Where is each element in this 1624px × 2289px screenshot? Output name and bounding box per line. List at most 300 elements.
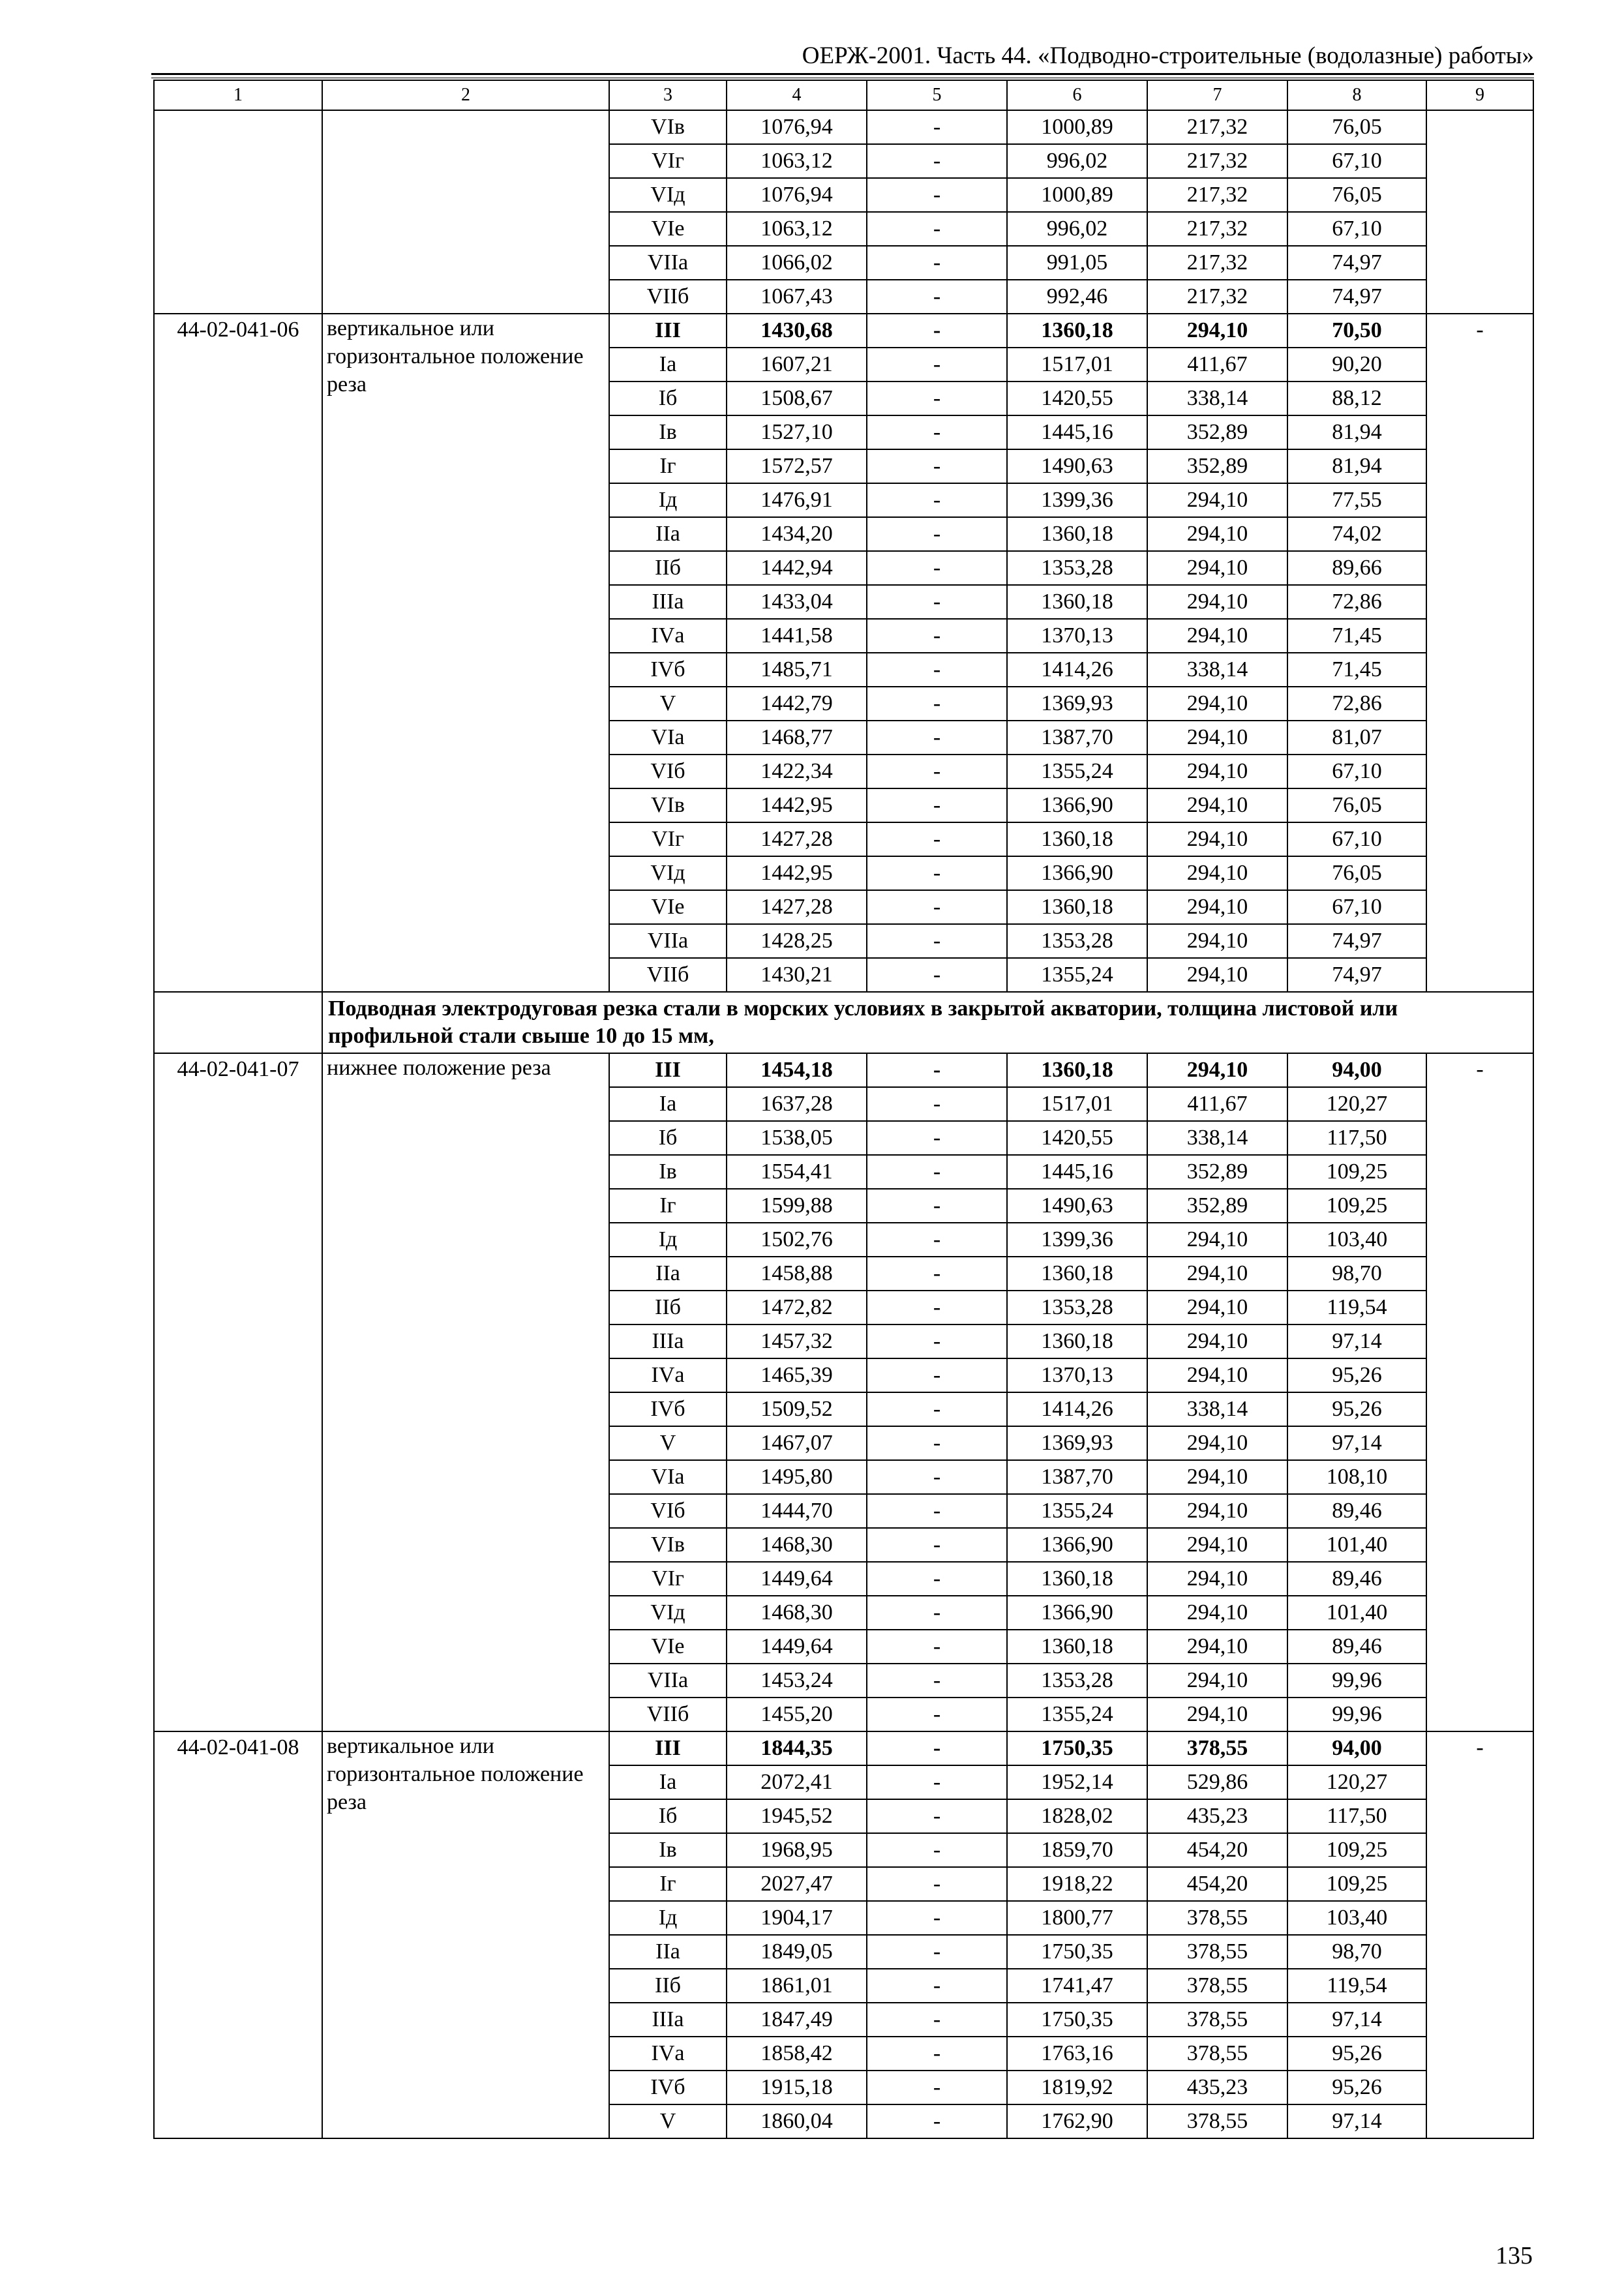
zone-code: VIв — [609, 110, 727, 144]
zone-code: VIIб — [609, 280, 727, 314]
machine-cost: 1355,24 — [1007, 1698, 1147, 1731]
zone-code: VIд — [609, 856, 727, 890]
zone-code: Iб — [609, 1799, 727, 1833]
wages: - — [867, 856, 1007, 890]
machinist-wages: 411,67 — [1147, 1087, 1287, 1121]
machinist-wages: 378,55 — [1147, 2037, 1287, 2071]
machinist-wages: 217,32 — [1147, 110, 1287, 144]
total-cost: 1472,82 — [727, 1291, 867, 1324]
zone-code: Iг — [609, 449, 727, 483]
machine-cost: 1750,35 — [1007, 1935, 1147, 1969]
wages: - — [867, 2104, 1007, 2138]
machinist-wages: 294,10 — [1147, 721, 1287, 755]
total-cost: 1066,02 — [727, 246, 867, 280]
total-cost: 2072,41 — [727, 1765, 867, 1799]
materials-cost: 95,26 — [1287, 2071, 1426, 2104]
machine-cost: 1370,13 — [1007, 1358, 1147, 1392]
zone-code: VIIа — [609, 924, 727, 958]
machine-cost: 1399,36 — [1007, 1223, 1147, 1257]
page-header: ОЕРЖ-2001. Часть 44. «Подводно-строительные (водолазные) работы» — [802, 42, 1534, 69]
machinist-wages: 217,32 — [1147, 280, 1287, 314]
total-cost: 1538,05 — [727, 1121, 867, 1155]
section-spacer-cell — [154, 992, 322, 1053]
materials-cost: 74,97 — [1287, 280, 1426, 314]
wages: - — [867, 1087, 1007, 1121]
wages: - — [867, 788, 1007, 822]
total-cost: 1572,57 — [727, 449, 867, 483]
machine-cost: 1360,18 — [1007, 314, 1147, 348]
wages: - — [867, 551, 1007, 585]
machine-cost: 1387,70 — [1007, 1460, 1147, 1494]
wages: - — [867, 1664, 1007, 1698]
materials-cost: 89,46 — [1287, 1494, 1426, 1528]
total-cost: 1449,64 — [727, 1562, 867, 1596]
machine-cost: 1360,18 — [1007, 1257, 1147, 1291]
column-number: 1 — [154, 80, 322, 110]
total-cost: 1468,30 — [727, 1528, 867, 1562]
materials-cost: 119,54 — [1287, 1291, 1426, 1324]
machinist-wages: 217,32 — [1147, 246, 1287, 280]
machine-cost: 991,05 — [1007, 246, 1147, 280]
wages: - — [867, 585, 1007, 619]
materials-cost: 101,40 — [1287, 1528, 1426, 1562]
work-description: вертикальное или горизонтальное положение реза — [322, 314, 609, 992]
zone-code: Iа — [609, 1087, 727, 1121]
wages: - — [867, 1528, 1007, 1562]
column-number-row — [154, 80, 1533, 110]
labor-cost: - — [1426, 314, 1533, 992]
machine-cost: 1355,24 — [1007, 958, 1147, 992]
machine-cost: 1517,01 — [1007, 348, 1147, 382]
zone-code: Iв — [609, 1833, 727, 1867]
total-cost: 1554,41 — [727, 1155, 867, 1189]
machinist-wages: 217,32 — [1147, 178, 1287, 212]
total-cost: 1467,07 — [727, 1426, 867, 1460]
section-heading: Подводная электродуговая резка стали в морских условиях в закрытой акватории, толщина листовой или профильной стали свыше 10 до 15 мм, — [322, 992, 1533, 1053]
wages: - — [867, 1833, 1007, 1867]
total-cost: 1468,77 — [727, 721, 867, 755]
total-cost: 1904,17 — [727, 1901, 867, 1935]
materials-cost: 98,70 — [1287, 1257, 1426, 1291]
machinist-wages: 378,55 — [1147, 1969, 1287, 2003]
zone-code: VIе — [609, 890, 727, 924]
wages: - — [867, 517, 1007, 551]
machinist-wages: 294,10 — [1147, 1053, 1287, 1087]
wages: - — [867, 1358, 1007, 1392]
total-cost: 1637,28 — [727, 1087, 867, 1121]
materials-cost: 99,96 — [1287, 1664, 1426, 1698]
materials-cost: 103,40 — [1287, 1223, 1426, 1257]
wages: - — [867, 1155, 1007, 1189]
wages: - — [867, 1223, 1007, 1257]
zone-code: VIе — [609, 212, 727, 246]
total-cost: 1509,52 — [727, 1392, 867, 1426]
materials-cost: 67,10 — [1287, 144, 1426, 178]
wages: - — [867, 1596, 1007, 1630]
machine-cost: 1370,13 — [1007, 619, 1147, 653]
zone-code: VIг — [609, 1562, 727, 1596]
total-cost: 1076,94 — [727, 178, 867, 212]
wages: - — [867, 1053, 1007, 1087]
zone-code: VIб — [609, 1494, 727, 1528]
machine-cost: 1490,63 — [1007, 449, 1147, 483]
total-cost: 1067,43 — [727, 280, 867, 314]
machine-cost: 1360,18 — [1007, 822, 1147, 856]
machinist-wages: 338,14 — [1147, 653, 1287, 687]
machine-cost: 1800,77 — [1007, 1901, 1147, 1935]
machine-cost: 1369,93 — [1007, 1426, 1147, 1460]
total-cost: 1442,95 — [727, 788, 867, 822]
materials-cost: 74,97 — [1287, 958, 1426, 992]
machinist-wages: 294,10 — [1147, 1562, 1287, 1596]
wages: - — [867, 1460, 1007, 1494]
machinist-wages: 454,20 — [1147, 1867, 1287, 1901]
materials-cost: 81,94 — [1287, 415, 1426, 449]
total-cost: 1847,49 — [727, 2003, 867, 2037]
zone-code: V — [609, 687, 727, 721]
machinist-wages: 294,10 — [1147, 1664, 1287, 1698]
zone-code: Iд — [609, 1223, 727, 1257]
machinist-wages: 352,89 — [1147, 1155, 1287, 1189]
total-cost: 1599,88 — [727, 1189, 867, 1223]
rate-code: 44-02-041-08 — [154, 1731, 322, 2138]
machinist-wages: 294,10 — [1147, 788, 1287, 822]
materials-cost: 101,40 — [1287, 1596, 1426, 1630]
zone-code: Iд — [609, 1901, 727, 1935]
materials-cost: 72,86 — [1287, 585, 1426, 619]
machine-cost: 1918,22 — [1007, 1867, 1147, 1901]
zone-code: III — [609, 1053, 727, 1087]
zone-code: VIд — [609, 178, 727, 212]
total-cost: 1968,95 — [727, 1833, 867, 1867]
zone-code: V — [609, 1426, 727, 1460]
total-cost: 1860,04 — [727, 2104, 867, 2138]
machinist-wages: 378,55 — [1147, 1901, 1287, 1935]
column-number: 5 — [867, 80, 1007, 110]
wages: - — [867, 958, 1007, 992]
machine-cost: 1360,18 — [1007, 890, 1147, 924]
wages: - — [867, 1765, 1007, 1799]
wages: - — [867, 2071, 1007, 2104]
wages: - — [867, 1799, 1007, 1833]
wages: - — [867, 348, 1007, 382]
zone-code: IIб — [609, 1969, 727, 2003]
zone-code: IVб — [609, 1392, 727, 1426]
wages: - — [867, 382, 1007, 415]
machine-cost: 1445,16 — [1007, 1155, 1147, 1189]
wages: - — [867, 314, 1007, 348]
wages: - — [867, 755, 1007, 788]
zone-code: III — [609, 1731, 727, 1765]
zone-code: VIв — [609, 1528, 727, 1562]
zone-code: IIб — [609, 551, 727, 585]
zone-code: IVа — [609, 1358, 727, 1392]
table-row — [154, 110, 1533, 144]
machinist-wages: 294,10 — [1147, 822, 1287, 856]
materials-cost: 94,00 — [1287, 1731, 1426, 1765]
table-row — [154, 1053, 1533, 1087]
machinist-wages: 294,10 — [1147, 483, 1287, 517]
wages: - — [867, 1562, 1007, 1596]
total-cost: 1430,68 — [727, 314, 867, 348]
total-cost: 1430,21 — [727, 958, 867, 992]
total-cost: 1441,58 — [727, 619, 867, 653]
zone-code: VIа — [609, 721, 727, 755]
zone-code: IVб — [609, 653, 727, 687]
machine-cost: 996,02 — [1007, 144, 1147, 178]
wages: - — [867, 1935, 1007, 1969]
machinist-wages: 294,10 — [1147, 551, 1287, 585]
machine-cost: 1360,18 — [1007, 1053, 1147, 1087]
total-cost: 1915,18 — [727, 2071, 867, 2104]
total-cost: 1434,20 — [727, 517, 867, 551]
materials-cost: 109,25 — [1287, 1833, 1426, 1867]
machine-cost: 996,02 — [1007, 212, 1147, 246]
table-row — [154, 1731, 1533, 1765]
materials-cost: 89,46 — [1287, 1562, 1426, 1596]
machinist-wages: 294,10 — [1147, 1324, 1287, 1358]
machine-cost: 1353,28 — [1007, 1664, 1147, 1698]
wages: - — [867, 687, 1007, 721]
wages: - — [867, 924, 1007, 958]
total-cost: 1476,91 — [727, 483, 867, 517]
total-cost: 1527,10 — [727, 415, 867, 449]
machine-cost: 1000,89 — [1007, 178, 1147, 212]
machinist-wages: 294,10 — [1147, 1698, 1287, 1731]
machinist-wages: 294,10 — [1147, 1426, 1287, 1460]
total-cost: 1063,12 — [727, 144, 867, 178]
zone-code: IVб — [609, 2071, 727, 2104]
machine-cost: 1750,35 — [1007, 1731, 1147, 1765]
wages: - — [867, 110, 1007, 144]
materials-cost: 94,00 — [1287, 1053, 1426, 1087]
materials-cost: 76,05 — [1287, 110, 1426, 144]
machinist-wages: 294,10 — [1147, 1257, 1287, 1291]
total-cost: 1945,52 — [727, 1799, 867, 1833]
total-cost: 1454,18 — [727, 1053, 867, 1087]
total-cost: 1849,05 — [727, 1935, 867, 1969]
page-number: 135 — [1496, 2242, 1533, 2269]
machine-cost: 1387,70 — [1007, 721, 1147, 755]
total-cost: 1449,64 — [727, 1630, 867, 1664]
zone-code: Iг — [609, 1867, 727, 1901]
total-cost: 1607,21 — [727, 348, 867, 382]
zone-code: VIIб — [609, 1698, 727, 1731]
materials-cost: 97,14 — [1287, 2104, 1426, 2138]
wages: - — [867, 2037, 1007, 2071]
column-number: 7 — [1147, 80, 1287, 110]
work-description: вертикальное или горизонтальное положение реза — [322, 1731, 609, 2138]
machine-cost: 1414,26 — [1007, 1392, 1147, 1426]
machinist-wages: 352,89 — [1147, 1189, 1287, 1223]
machinist-wages: 294,10 — [1147, 314, 1287, 348]
machine-cost: 1366,90 — [1007, 856, 1147, 890]
materials-cost: 109,25 — [1287, 1155, 1426, 1189]
machinist-wages: 294,10 — [1147, 1291, 1287, 1324]
machine-cost: 1353,28 — [1007, 1291, 1147, 1324]
wages: - — [867, 1969, 1007, 2003]
machinist-wages: 294,10 — [1147, 924, 1287, 958]
zone-code: Iг — [609, 1189, 727, 1223]
materials-cost: 103,40 — [1287, 1901, 1426, 1935]
column-number: 8 — [1287, 80, 1426, 110]
materials-cost: 74,97 — [1287, 924, 1426, 958]
machinist-wages: 435,23 — [1147, 1799, 1287, 1833]
machinist-wages: 378,55 — [1147, 1935, 1287, 1969]
materials-cost: 97,14 — [1287, 1324, 1426, 1358]
total-cost: 1844,35 — [727, 1731, 867, 1765]
machine-cost: 992,46 — [1007, 280, 1147, 314]
zone-code: III — [609, 314, 727, 348]
zone-code: Iв — [609, 415, 727, 449]
machinist-wages: 294,10 — [1147, 1358, 1287, 1392]
machine-cost: 1445,16 — [1007, 415, 1147, 449]
materials-cost: 74,02 — [1287, 517, 1426, 551]
header-rule — [151, 73, 1534, 75]
materials-cost: 95,26 — [1287, 1358, 1426, 1392]
machine-cost: 1366,90 — [1007, 1596, 1147, 1630]
wages: - — [867, 212, 1007, 246]
wages: - — [867, 721, 1007, 755]
wages: - — [867, 144, 1007, 178]
labor-cost: - — [1426, 1053, 1533, 1731]
zone-code: VIIб — [609, 958, 727, 992]
wages: - — [867, 890, 1007, 924]
machinist-wages: 294,10 — [1147, 856, 1287, 890]
rate-code: 44-02-041-07 — [154, 1053, 322, 1731]
materials-cost: 67,10 — [1287, 755, 1426, 788]
zone-code: VIд — [609, 1596, 727, 1630]
materials-cost: 67,10 — [1287, 212, 1426, 246]
materials-cost: 97,14 — [1287, 1426, 1426, 1460]
machine-cost: 1828,02 — [1007, 1799, 1147, 1833]
wages: - — [867, 653, 1007, 687]
wages: - — [867, 1121, 1007, 1155]
machine-cost: 1355,24 — [1007, 755, 1147, 788]
labor-cost: - — [1426, 1731, 1533, 2138]
zone-code: IIIа — [609, 1324, 727, 1358]
materials-cost: 70,50 — [1287, 314, 1426, 348]
machinist-wages: 378,55 — [1147, 2003, 1287, 2037]
total-cost: 1076,94 — [727, 110, 867, 144]
machine-cost: 1000,89 — [1007, 110, 1147, 144]
wages: - — [867, 1494, 1007, 1528]
wages: - — [867, 2003, 1007, 2037]
machine-cost: 1819,92 — [1007, 2071, 1147, 2104]
total-cost: 1465,39 — [727, 1358, 867, 1392]
zone-code: IVа — [609, 619, 727, 653]
machine-cost: 1360,18 — [1007, 517, 1147, 551]
zone-code: Iа — [609, 348, 727, 382]
materials-cost: 89,66 — [1287, 551, 1426, 585]
total-cost: 1422,34 — [727, 755, 867, 788]
machine-cost: 1490,63 — [1007, 1189, 1147, 1223]
machinist-wages: 294,10 — [1147, 755, 1287, 788]
work-description — [322, 110, 609, 314]
zone-code: IIа — [609, 1935, 727, 1969]
machinist-wages: 529,86 — [1147, 1765, 1287, 1799]
wages: - — [867, 415, 1007, 449]
machine-cost: 1353,28 — [1007, 924, 1147, 958]
zone-code: VIIа — [609, 246, 727, 280]
wages: - — [867, 822, 1007, 856]
materials-cost: 119,54 — [1287, 1969, 1426, 2003]
materials-cost: 120,27 — [1287, 1087, 1426, 1121]
table-body — [154, 80, 1533, 2138]
wages: - — [867, 178, 1007, 212]
machine-cost: 1420,55 — [1007, 1121, 1147, 1155]
materials-cost: 74,97 — [1287, 246, 1426, 280]
labor-cost — [1426, 110, 1533, 314]
materials-cost: 88,12 — [1287, 382, 1426, 415]
price-table — [153, 80, 1534, 2139]
machine-cost: 1414,26 — [1007, 653, 1147, 687]
total-cost: 1858,42 — [727, 2037, 867, 2071]
zone-code: VIв — [609, 788, 727, 822]
total-cost: 1861,01 — [727, 1969, 867, 2003]
total-cost: 1455,20 — [727, 1698, 867, 1731]
machine-cost: 1353,28 — [1007, 551, 1147, 585]
total-cost: 1444,70 — [727, 1494, 867, 1528]
zone-code: VIа — [609, 1460, 727, 1494]
total-cost: 1485,71 — [727, 653, 867, 687]
column-number: 3 — [609, 80, 727, 110]
machinist-wages: 338,14 — [1147, 1121, 1287, 1155]
total-cost: 1427,28 — [727, 822, 867, 856]
materials-cost: 76,05 — [1287, 178, 1426, 212]
wages: - — [867, 619, 1007, 653]
materials-cost: 76,05 — [1287, 856, 1426, 890]
machine-cost: 1859,70 — [1007, 1833, 1147, 1867]
machine-cost: 1762,90 — [1007, 2104, 1147, 2138]
zone-code: IIIа — [609, 585, 727, 619]
materials-cost: 95,26 — [1287, 2037, 1426, 2071]
materials-cost: 89,46 — [1287, 1630, 1426, 1664]
machine-cost: 1366,90 — [1007, 788, 1147, 822]
wages: - — [867, 1731, 1007, 1765]
wages: - — [867, 449, 1007, 483]
wages: - — [867, 1426, 1007, 1460]
total-cost: 1502,76 — [727, 1223, 867, 1257]
rate-code — [154, 110, 322, 314]
materials-cost: 81,94 — [1287, 449, 1426, 483]
machinist-wages: 352,89 — [1147, 449, 1287, 483]
machine-cost: 1399,36 — [1007, 483, 1147, 517]
zone-code: IIб — [609, 1291, 727, 1324]
total-cost: 1508,67 — [727, 382, 867, 415]
zone-code: Iб — [609, 1121, 727, 1155]
materials-cost: 76,05 — [1287, 788, 1426, 822]
wages: - — [867, 1901, 1007, 1935]
materials-cost: 81,07 — [1287, 721, 1426, 755]
machinist-wages: 435,23 — [1147, 2071, 1287, 2104]
materials-cost: 117,50 — [1287, 1799, 1426, 1833]
machine-cost: 1366,90 — [1007, 1528, 1147, 1562]
machine-cost: 1420,55 — [1007, 382, 1147, 415]
total-cost: 2027,47 — [727, 1867, 867, 1901]
wages: - — [867, 483, 1007, 517]
zone-code: Iб — [609, 382, 727, 415]
column-number: 2 — [322, 80, 609, 110]
zone-code: IIа — [609, 1257, 727, 1291]
machinist-wages: 294,10 — [1147, 619, 1287, 653]
machinist-wages: 294,10 — [1147, 517, 1287, 551]
total-cost: 1442,94 — [727, 551, 867, 585]
column-number: 4 — [727, 80, 867, 110]
machinist-wages: 294,10 — [1147, 1528, 1287, 1562]
machinist-wages: 294,10 — [1147, 958, 1287, 992]
machine-cost: 1355,24 — [1007, 1494, 1147, 1528]
